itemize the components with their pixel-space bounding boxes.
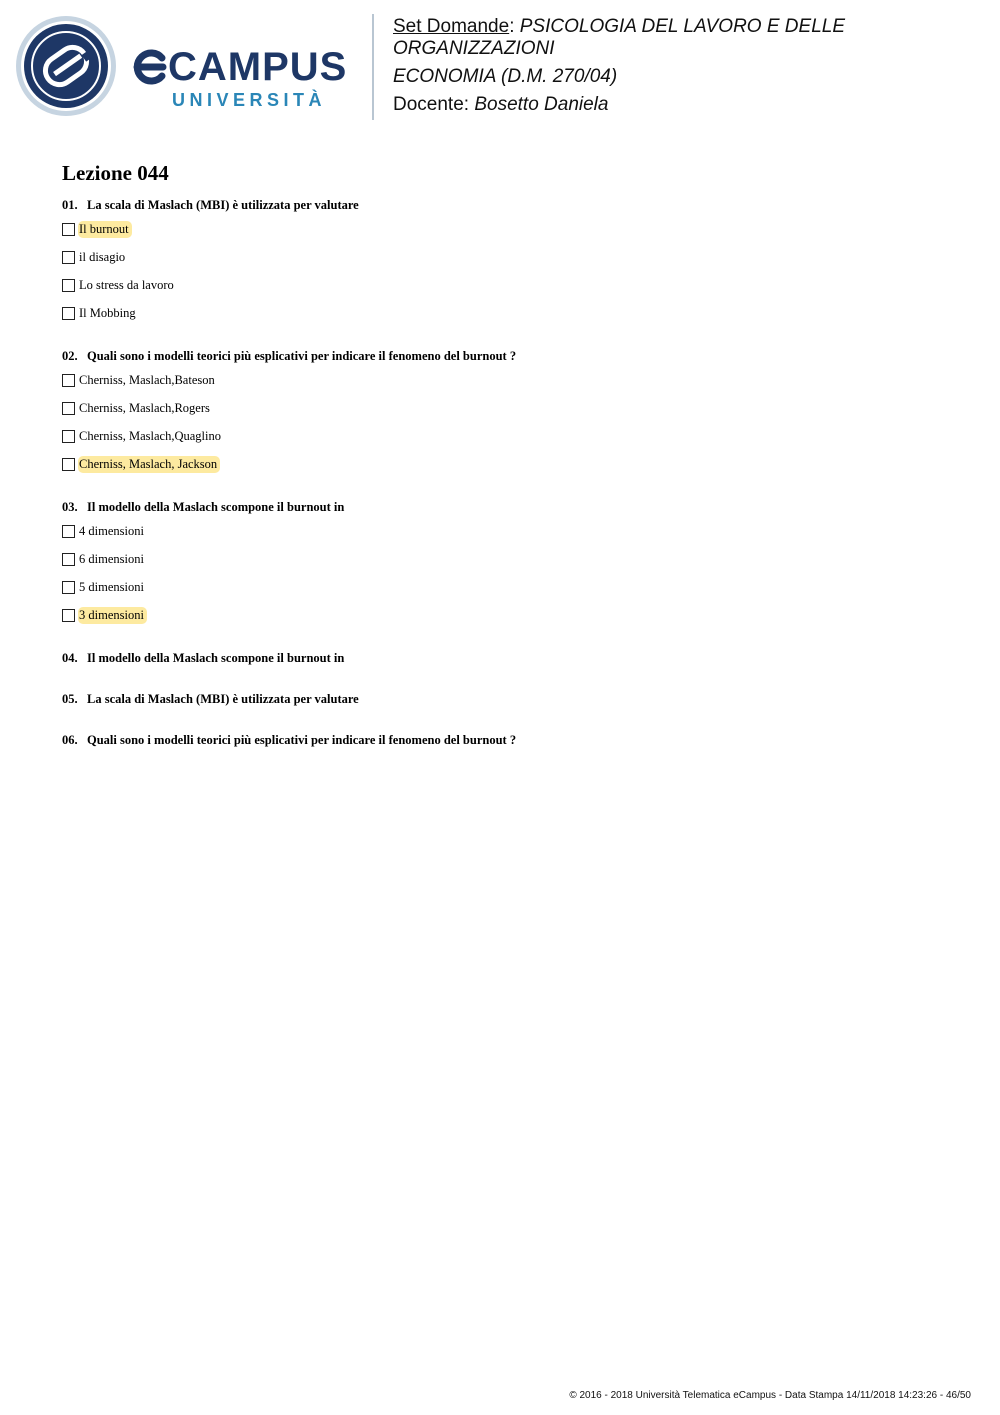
question-text: Quali sono i modelli teorici più esplicativi per indicare il fenomeno del burnout ? xyxy=(87,349,517,363)
answer-text: Il Mobbing xyxy=(79,306,136,320)
answer-option[interactable] xyxy=(62,249,942,277)
question-number: 01. xyxy=(62,198,78,212)
page-header xyxy=(0,0,1000,130)
teacher-name: Bosetto Daniela xyxy=(474,94,609,115)
lesson-title: Lezione 044 xyxy=(62,161,169,185)
answer-option[interactable] xyxy=(62,277,942,305)
question-number: 04. xyxy=(62,651,78,665)
question xyxy=(62,196,942,218)
question-list xyxy=(62,196,942,772)
answer-text: 6 dimensioni xyxy=(79,552,144,566)
set-label: Set Domande xyxy=(393,16,510,37)
svg-text:CAMPUS: CAMPUS xyxy=(168,45,348,89)
answer-option[interactable] xyxy=(62,551,942,579)
answer-option[interactable] xyxy=(62,579,942,607)
question-text: Il modello della Maslach scompone il burnout in xyxy=(87,651,345,665)
answer-checkbox[interactable] xyxy=(62,430,75,443)
question xyxy=(62,690,942,712)
question-text: La scala di Maslach (MBI) è utilizzata per valutare xyxy=(87,692,359,706)
answer-text: Cherniss, Maslach,Bateson xyxy=(79,373,215,387)
answer-text: 5 dimensioni xyxy=(79,580,144,594)
ecampus-logo xyxy=(14,14,364,118)
answer-checkbox[interactable] xyxy=(62,458,75,471)
svg-text:UNIVERSITÀ: UNIVERSITÀ xyxy=(172,90,327,110)
course-info xyxy=(393,16,983,116)
faculty-name: ECONOMIA (D.M. 270/04) xyxy=(393,66,618,87)
answer-text: Cherniss, Maslach,Rogers xyxy=(79,401,210,415)
question-text: La scala di Maslach (MBI) è utilizzata per valutare xyxy=(87,198,359,212)
answer-checkbox[interactable] xyxy=(62,402,75,415)
answer-checkbox[interactable] xyxy=(62,525,75,538)
answer-checkbox[interactable] xyxy=(62,553,75,566)
answer-checkbox[interactable] xyxy=(62,581,75,594)
answer-option[interactable] xyxy=(62,456,942,484)
question-number: 06. xyxy=(62,733,78,747)
question xyxy=(62,347,942,369)
ecampus-wordmark xyxy=(137,45,347,110)
answer-text: il disagio xyxy=(79,250,126,264)
answer-checkbox[interactable] xyxy=(62,609,75,622)
question xyxy=(62,498,942,520)
question-number: 05. xyxy=(62,692,78,706)
answer-text: Cherniss, Maslach,Quaglino xyxy=(79,429,221,443)
answer-list xyxy=(62,221,942,333)
question-number: 02. xyxy=(62,349,78,363)
answer-text: 4 dimensioni xyxy=(79,524,144,538)
answer-text-highlighted: 3 dimensioni xyxy=(78,607,147,624)
question-text: Quali sono i modelli teorici più esplicativi per indicare il fenomeno del burnout ? xyxy=(87,733,517,747)
answer-text-highlighted: Il burnout xyxy=(78,221,132,238)
question xyxy=(62,731,942,753)
answer-checkbox[interactable] xyxy=(62,279,75,292)
answer-option[interactable] xyxy=(62,523,942,551)
answer-option[interactable] xyxy=(62,428,942,456)
course-name: PSICOLOGIA DEL LAVORO E DELLE ORGANIZZAZIONI xyxy=(393,16,845,59)
answer-option[interactable] xyxy=(62,400,942,428)
set-line: Set Domande: PSICOLOGIA DEL LAVORO E DELLE ORGANIZZAZIONI xyxy=(393,16,845,59)
answer-checkbox[interactable] xyxy=(62,374,75,387)
answer-checkbox[interactable] xyxy=(62,223,75,236)
page-footer: © 2016 - 2018 Università Telematica eCampus - Data Stampa 14/11/2018 14:23:26 - 46/50 xyxy=(569,1390,971,1401)
answer-checkbox[interactable] xyxy=(62,251,75,264)
header-divider xyxy=(372,14,374,120)
answer-list xyxy=(62,523,942,635)
answer-text-highlighted: Cherniss, Maslach, Jackson xyxy=(78,456,220,473)
question-text: Il modello della Maslach scompone il burnout in xyxy=(87,500,345,514)
question xyxy=(62,649,942,671)
answer-option[interactable] xyxy=(62,372,942,400)
answer-option[interactable] xyxy=(62,305,942,333)
teacher-label: Docente: xyxy=(393,94,475,115)
teacher-line xyxy=(393,94,983,116)
answer-option[interactable] xyxy=(62,221,942,249)
answer-text: Lo stress da lavoro xyxy=(79,278,174,292)
answer-option[interactable] xyxy=(62,607,942,635)
answer-list xyxy=(62,372,942,484)
answer-checkbox[interactable] xyxy=(62,307,75,320)
question-number: 03. xyxy=(62,500,78,514)
